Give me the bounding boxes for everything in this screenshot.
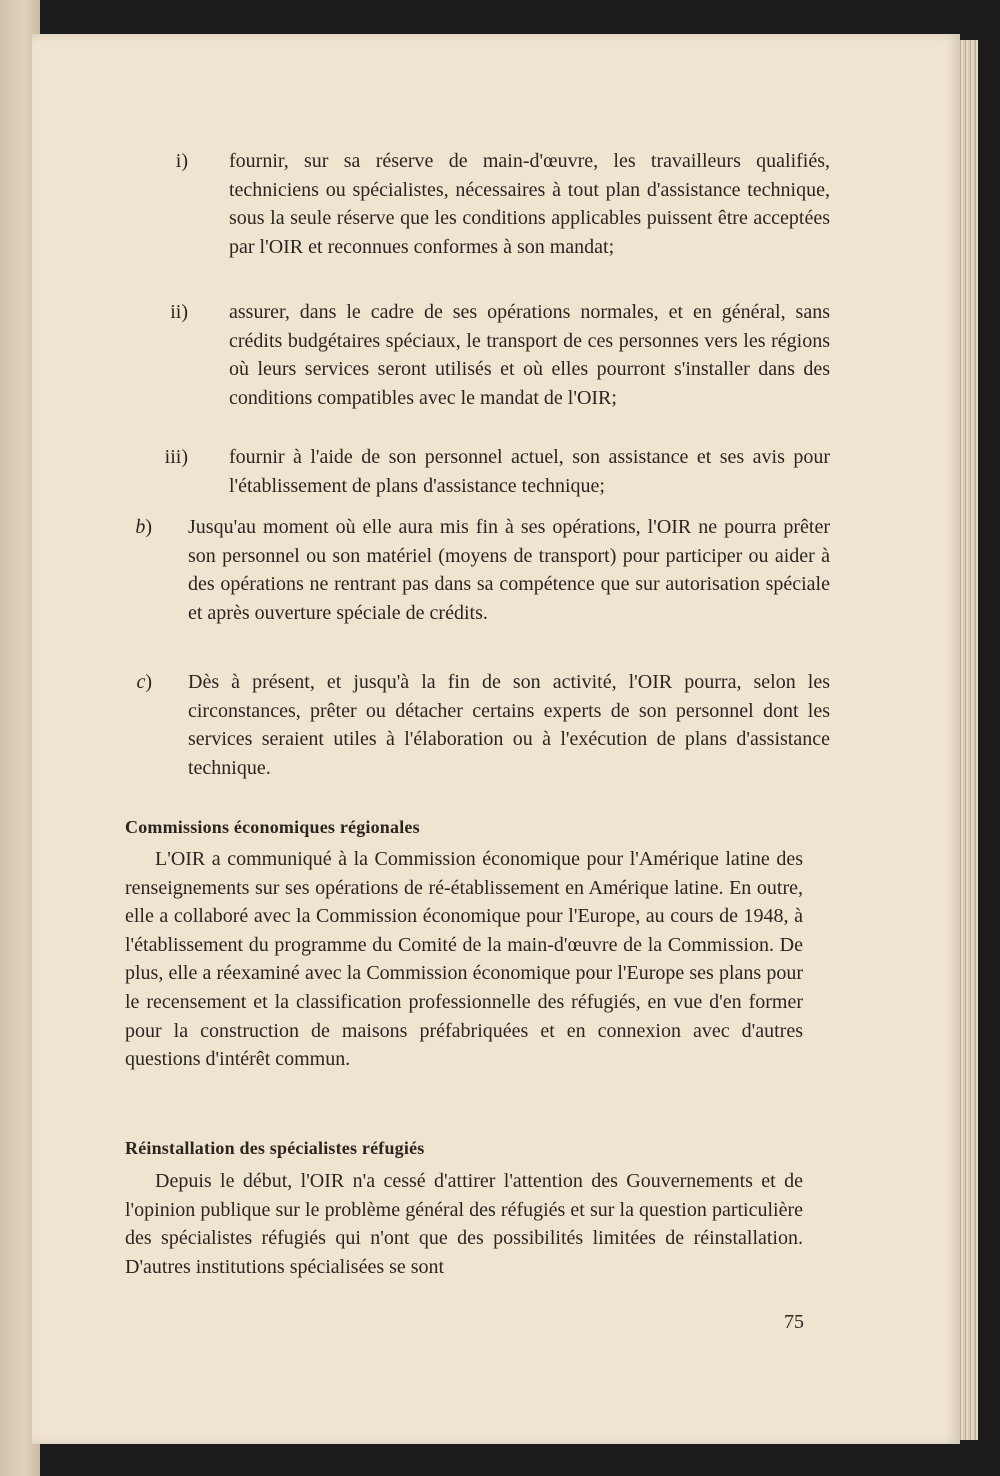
book-page [32, 34, 960, 1444]
list-item-text: fournir à l'aide de son personnel actuel, son assistance et ses avis pour l'établissement de plans d'assistance technique; [229, 446, 830, 497]
list-marker: ii) [170, 301, 188, 323]
section-paragraph-reinstallation: Depuis le début, l'OIR n'a cessé d'attirer l'attention des Gouvernements et de l'opinion publique sur le problème général des réfugiés et sur la question particulière des spécialistes réfugiés qui n'ont que des possibilités limitées de réinstallation. D'autres institutions spécialisées se sont [125, 1170, 803, 1278]
page-text [32, 34, 960, 1444]
list-marker [92, 513, 152, 542]
list-marker [92, 668, 152, 697]
list-item-text: assurer, dans le cadre de ses opérations normales, et en général, sans crédits budgétaires spéciaux, le transport de ces personnes vers les régions où leurs services seront utilisés et où elles pourront s'installer dans des conditions compatibles avec le mandat de l'OIR; [229, 301, 830, 409]
list-marker-letter: b [135, 516, 146, 538]
list-marker: i) [175, 150, 188, 172]
list-item-text: fournir, sur sa réserve de main-d'œuvre, les travailleurs qualifiés, techniciens ou spécialistes, nécessaires à tout plan d'assistance technique, sous la seule réserve que les conditions applicables puissent être acceptées par l'OIR et reconnues conformes à son mandat; [229, 150, 830, 258]
list-item-i [175, 147, 830, 261]
list-marker: iii) [164, 446, 188, 468]
list-item-iii [164, 443, 830, 500]
list-item-text: Jusqu'au moment où elle aura mis fin à ses opérations, l'OIR ne pourra prêter son personnel ou son matériel (moyens de transport) pour participer ou aider à des opérations ne rentrant pas dans sa compétence que sur autorisation spéciale et après ouverture spéciale de crédits. [188, 516, 830, 624]
section-heading-commissions: Commissions économiques régionales [125, 817, 420, 837]
list-item-text: Dès à présent, et jusqu'à la fin de son activité, l'OIR pourra, selon les circonstances, prêter ou détacher certains experts de son personnel dont les services seraient utiles à l'élaboration ou à l'exécution de plans d'assistance technique. [188, 671, 830, 779]
page-edge-stack [958, 40, 978, 1440]
list-item-b [135, 513, 830, 627]
list-marker-paren: ) [145, 516, 152, 538]
list-marker-paren: ) [145, 671, 152, 693]
section-heading-reinstallation: Réinstallation des spécialistes réfugiés [125, 1138, 425, 1158]
section-paragraph-commissions: L'OIR a communiqué à la Commission économique pour l'Amérique latine des renseignements sur ses opérations de ré-établissement en Amérique latine. En outre, elle a collaboré avec la Commission économique pour l'Europe, au cours de 1948, à l'établissement du programme du Comité de la main-d'œuvre de la Commission. De plus, elle a réexaminé avec la Commission économique pour l'Europe ses plans pour le recensement et la classification professionnelle des réfugiés, en vue d'en former pour la construction de maisons préfabriquées et en connexion avec d'autres questions d'intérêt commun. [125, 848, 803, 1071]
list-item-c [136, 668, 830, 782]
page-number: 75 [784, 1311, 804, 1333]
list-item-ii [170, 298, 830, 412]
list-marker-letter: c [136, 671, 146, 693]
